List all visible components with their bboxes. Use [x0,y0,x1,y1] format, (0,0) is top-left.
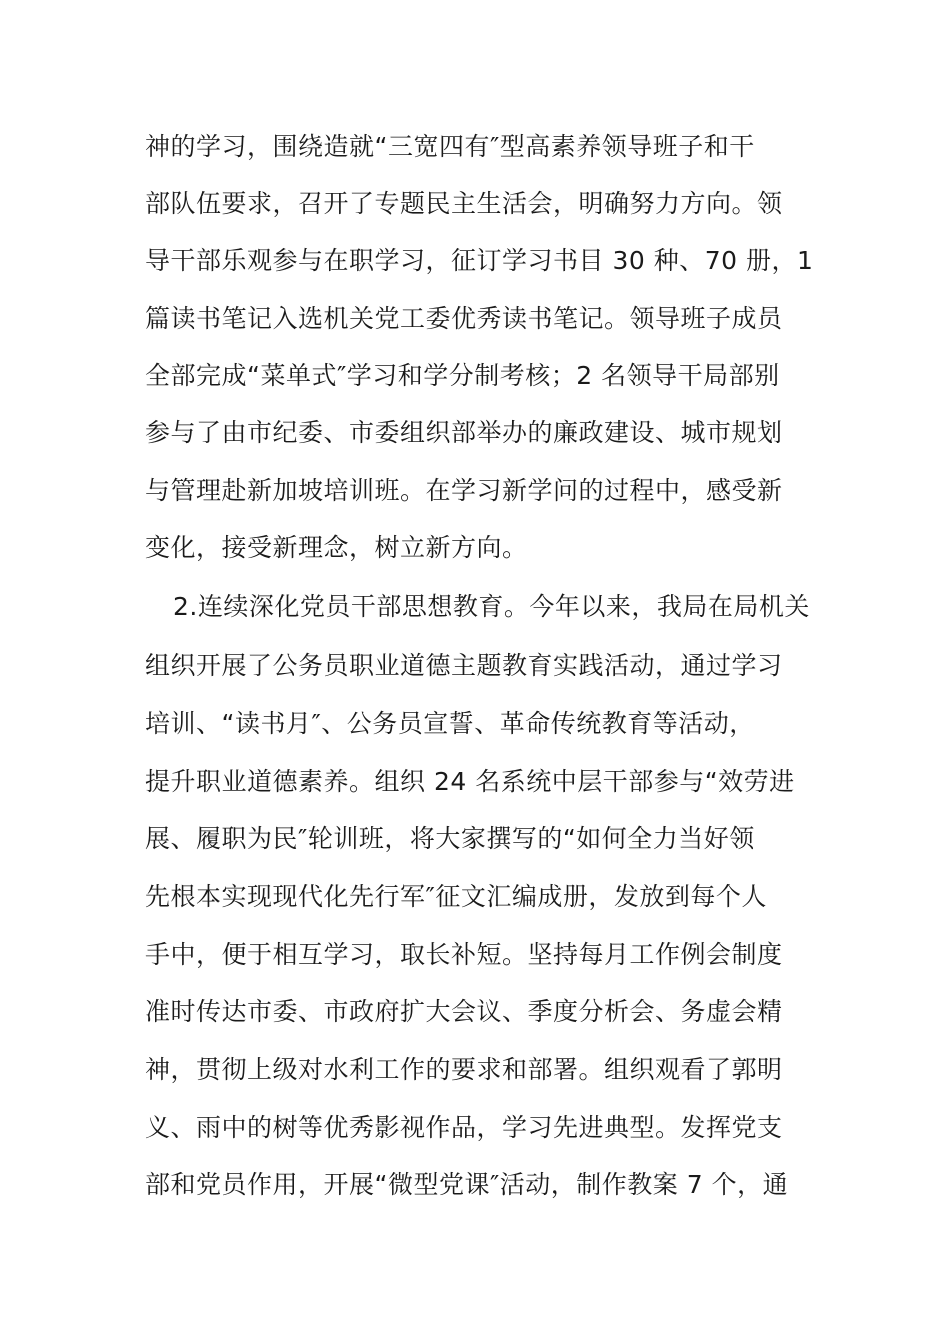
text-line: 全部完成“菜单式″学习和学分制考核；2 名领导干局部别 [145,361,780,390]
text-line: 培训、“读书月″、公务员宣誓、革命传统教育等活动， [145,709,755,738]
text-line: 神的学习，围绕造就“三宽四有″型高素养领导班子和干 [145,132,755,161]
text-line: 提升职业道德素养。组织 24 名系统中层干部参与“效劳进 [145,767,795,796]
text-line: 准时传达市委、市政府扩大会议、季度分析会、务虚会精 [145,997,783,1026]
text-line: 篇读书笔记入选机关党工委优秀读书笔记。领导班子成员 [145,304,783,333]
paragraph-start-line: 2.连续深化党员干部思想教育。今年以来，我局在局机关 [173,592,810,621]
text-line: 部队伍要求，召开了专题民主生活会，明确努力方向。领 [145,189,783,218]
text-line: 先根本实现现代化先行军″征文汇编成册，发放到每个人 [145,882,767,911]
text-line: 手中，便于相互学习，取长补短。坚持每月工作例会制度 [145,940,783,969]
text-line: 义、雨中的树等优秀影视作品，学习先进典型。发挥党支 [145,1113,783,1142]
text-line: 变化，接受新理念，树立新方向。 [145,533,528,562]
text-line: 导干部乐观参与在职学习，征订学习书目 30 种、70 册，1 [145,246,814,275]
text-line: 神，贯彻上级对水利工作的要求和部署。组织观看了郭明 [145,1055,783,1084]
text-line: 展、履职为民″轮训班，将大家撰写的“如何全力当好领 [145,824,755,853]
text-line: 参与了由市纪委、市委组织部举办的廉政建设、城市规划 [145,418,783,447]
text-line: 与管理赴新加坡培训班。在学习新学问的过程中，感受新 [145,476,783,505]
text-line: 部和党员作用，开展“微型党课″活动，制作教案 7 个，通 [145,1170,789,1199]
text-line: 组织开展了公务员职业道德主题教育实践活动，通过学习 [145,651,783,680]
